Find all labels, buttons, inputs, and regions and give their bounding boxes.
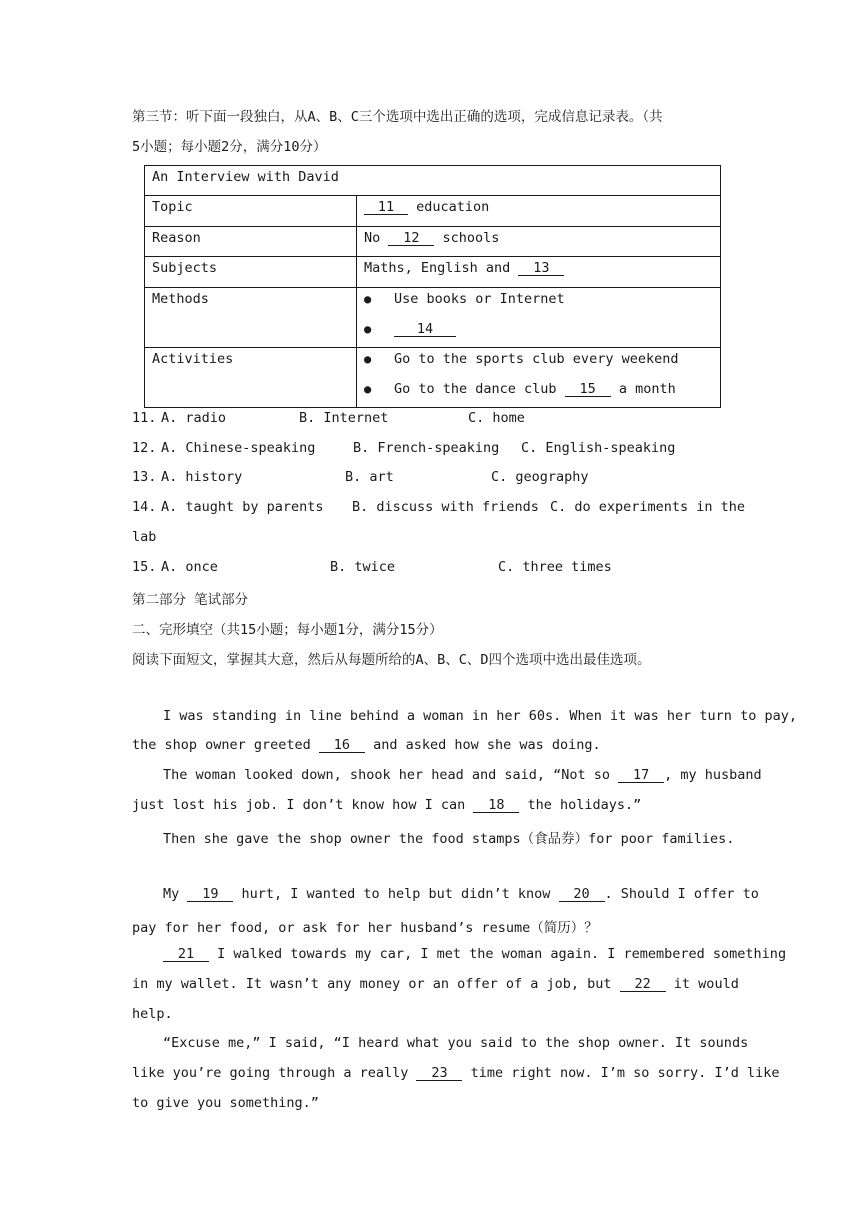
row-label: Methods xyxy=(145,288,357,348)
option-b: B. Internet xyxy=(299,410,389,426)
row-label: Topic xyxy=(145,196,357,227)
blank-17: 17 xyxy=(618,768,664,783)
part-heading: 第二部分 笔试部分 xyxy=(132,592,249,608)
table-row xyxy=(145,227,721,257)
blank-22: 22 xyxy=(620,977,666,992)
passage-text: hurt, I wanted to help but didn’t know xyxy=(233,886,559,902)
passage-text: My xyxy=(163,886,188,902)
bullet-icon: ● xyxy=(364,382,372,396)
passage-text: time right now. I’m so sorry. I’d like xyxy=(462,1065,780,1081)
passage-text: it would xyxy=(665,976,739,992)
option-c: C. home xyxy=(468,410,525,426)
question-number: 13. xyxy=(132,469,157,485)
passage-text: in my wallet. It wasn’t any money or an offer of a job, but xyxy=(132,976,620,992)
passage-line: pay for her food, or ask for her husband’s resume（简历）？ xyxy=(132,920,598,936)
passage-line xyxy=(132,976,739,992)
blank-21: 21 xyxy=(163,947,209,962)
blank-19: 19 xyxy=(187,887,233,902)
blank-20: 20 xyxy=(559,887,605,902)
row-value xyxy=(357,196,721,227)
passage-text: like you’re going through a really xyxy=(132,1065,417,1081)
value-text: Maths, English and xyxy=(364,260,519,276)
row-value xyxy=(357,227,721,257)
question-number: 12. xyxy=(132,440,157,456)
bullet-icon: ● xyxy=(364,352,372,366)
passage-line xyxy=(132,737,601,753)
option-c: C. English-speaking xyxy=(521,440,676,456)
table-title-row xyxy=(145,166,721,196)
blank-16: 16 xyxy=(319,738,365,753)
option-a: A. taught by parents xyxy=(161,499,324,515)
blank-13: 13 xyxy=(518,261,564,276)
question-number: 15. xyxy=(132,559,157,575)
passage-text: , my husband xyxy=(664,767,762,783)
passage-line xyxy=(163,767,762,783)
passage-line: help. xyxy=(132,1006,173,1022)
passage-line xyxy=(132,1065,779,1081)
table-row xyxy=(145,196,721,227)
bullet-icon: ● xyxy=(364,292,372,306)
section-heading-cont: 5小题；每小题2分，满分10分） xyxy=(132,139,327,155)
question-number: 14. xyxy=(132,499,157,515)
value-text: education xyxy=(408,199,490,215)
option-c-cont: lab xyxy=(132,529,157,545)
option-b: B. twice xyxy=(330,559,396,575)
blank-23: 23 xyxy=(416,1066,462,1081)
table-row xyxy=(145,348,721,408)
question-number: 11. xyxy=(132,410,157,426)
passage-line: to give you something.” xyxy=(132,1095,319,1111)
value-text: Go to the dance club xyxy=(394,381,565,397)
blank-12: 12 xyxy=(388,231,434,246)
option-a: A. Chinese-speaking xyxy=(161,440,316,456)
value-text: a month xyxy=(610,381,676,397)
table-row xyxy=(145,257,721,288)
passage-line: “Excuse me,” I said, “I heard what you said to the shop owner. It sounds xyxy=(163,1035,749,1051)
cloze-heading: 二、完形填空（共15小题；每小题1分，满分15分） xyxy=(132,622,443,638)
passage-line: I was standing in line behind a woman in her 60s. When it was her turn to pay, xyxy=(163,708,797,724)
row-label: Reason xyxy=(145,227,357,257)
row-value xyxy=(357,257,721,288)
option-c: C. do experiments in the xyxy=(550,499,746,515)
blank-15: 15 xyxy=(565,382,611,397)
passage-text: . Should I offer to xyxy=(604,886,759,902)
blank-18: 18 xyxy=(473,798,519,813)
blank-14: 14 xyxy=(394,322,456,337)
passage-line: Then she gave the shop owner the food stamps（食品券）for poor families. xyxy=(163,831,735,847)
option-c: C. three times xyxy=(498,559,612,575)
passage-text: the shop owner greeted xyxy=(132,737,319,753)
passage-line xyxy=(132,797,641,813)
option-b: B. French-speaking xyxy=(353,440,500,456)
passage-line xyxy=(163,886,759,902)
passage-text: The woman looked down, shook her head and said, “Not so xyxy=(163,767,619,783)
row-value xyxy=(357,288,721,348)
passage-line xyxy=(163,946,786,962)
option-c: C. geography xyxy=(491,469,589,485)
passage-text: I walked towards my car, I met the woman again. I remembered something xyxy=(209,946,787,962)
row-value xyxy=(357,348,721,408)
row-label: Subjects xyxy=(145,257,357,288)
row-label: Activities xyxy=(145,348,357,408)
passage-text: and asked how she was doing. xyxy=(364,737,601,753)
value-text: Use books or Internet xyxy=(394,291,565,307)
table-row xyxy=(145,288,721,348)
value-text: No xyxy=(364,230,389,246)
value-text: schools xyxy=(434,230,500,246)
passage-text: the holidays.” xyxy=(519,797,642,813)
option-a: A. radio xyxy=(161,410,227,426)
option-a: A. once xyxy=(161,559,218,575)
blank-11: 11 xyxy=(364,200,408,215)
cloze-instruction: 阅读下面短文，掌握其大意，然后从每题所给的A、B、C、D四个选项中选出最佳选项。 xyxy=(132,652,651,668)
table-title: An Interview with David xyxy=(145,166,721,196)
section-heading: 第三节：听下面一段独白，从A、B、C三个选项中选出正确的选项，完成信息记录表。（共 xyxy=(132,109,663,125)
value-text: Go to the sports club every weekend xyxy=(394,351,679,367)
option-a: A. history xyxy=(161,469,243,485)
option-b: B. discuss with friends xyxy=(352,499,539,515)
passage-text: just lost his job. I don’t know how I can xyxy=(132,797,474,813)
option-b: B. art xyxy=(345,469,394,485)
record-table xyxy=(144,165,721,408)
bullet-icon: ● xyxy=(364,322,372,336)
